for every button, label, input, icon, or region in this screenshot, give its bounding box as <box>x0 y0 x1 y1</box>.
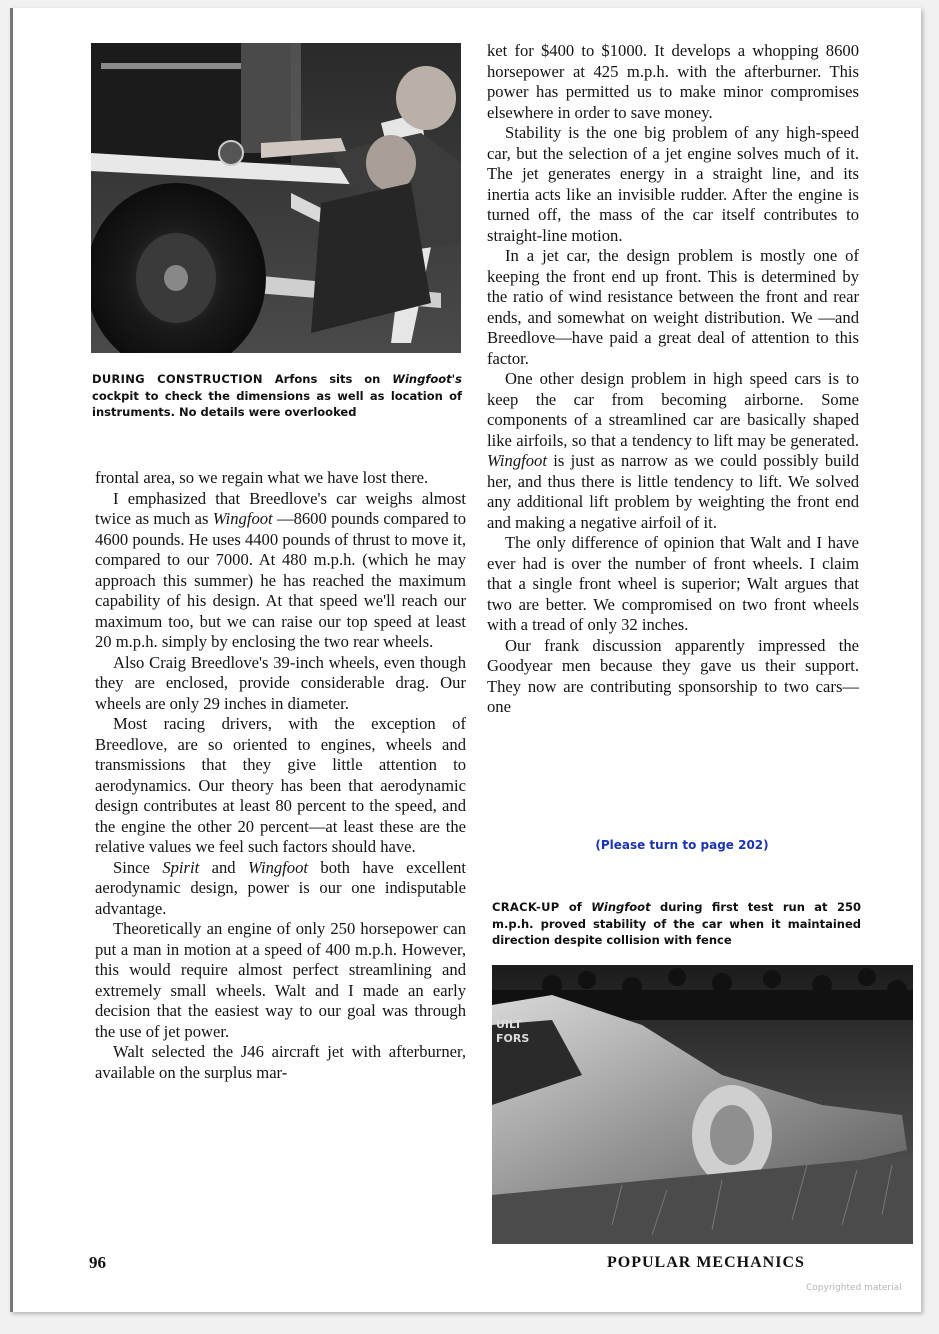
caption-text: Arfons sits on <box>274 372 381 386</box>
paragraph: The only difference of opinion that Walt and I have ever had is over the number of front wheels. I claim that a single front wheel is superior; Walt argues that two are better. We compromised on two front wheels with a tread of only 32 inches. <box>487 533 859 634</box>
caption-italic: Wingfoot <box>591 900 651 914</box>
left-text-column <box>95 468 466 1083</box>
paragraph: I emphasized that Breedlove's car weighs almost twice as much as Wingfoot —8600 pounds compared to 4600 pounds. He uses 4400 pounds of thrust to move it, compared to our 7000. At 480 m.p.h. (which he may approach this summer) he has reached the maximum capability of his design. At that speed we'll reach our maximum too, but we can raise our top speed at least 20 m.p.h. simply by enclosing the two rear wheels. <box>95 488 466 651</box>
crackup-photo-caption <box>492 899 861 949</box>
paragraph: One other design problem in high speed cars is to keep the car from becoming airborne. Some components of a streamlined car are basically shaped like airfoils, so that a tendency to lift may be generated. Wingfoot is just as narrow as we could possibly build her, and thus there is little tendency to lift. We solved any additional lift problem by weighting the front end and making a negative airfoil of it. <box>487 369 859 532</box>
page-number: 96 <box>89 1253 106 1272</box>
page-edge <box>10 8 13 1312</box>
crackup-photo-image <box>492 965 913 1244</box>
paragraph: Also Craig Breedlove's 39-inch wheels, even though they are enclosed, provide considerable drag. Our wheels are only 29 inches in diameter. <box>95 652 466 713</box>
car-sign-line-1: UILT <box>496 1018 522 1031</box>
paragraph: Since Spirit and Wingfoot both have excellent aerodynamic design, power is our one indisputable advantage. <box>95 857 467 918</box>
construction-photo-caption <box>92 371 462 421</box>
paragraph: Most racing drivers, with the exception of Breedlove, are so oriented to engines, wheels and transmissions that they give little attention to aerodynamics. Our theory has been that aerodynamic design contributes at least 80 percent to the speed, and the engine the other 20 percent—at least these are the relative values we feel such factors should have. <box>95 714 466 856</box>
paragraph: Our frank discussion apparently impressed the Goodyear men because they gave us their support. They now are contributing sponsorship to two cars—one <box>487 635 859 716</box>
caption-text: during first test run at 250 m.p.h. proved stability of the car when it maintained direction despite collision with fence <box>492 900 861 947</box>
caption-lead: DURING CONSTRUCTION <box>92 372 263 386</box>
caption-text: cockpit to check the dimensions as well as location of instruments. No details were overlooked <box>92 388 462 419</box>
car-sign-line-2: FORS <box>496 1032 530 1045</box>
paragraph: frontal area, so we regain what we have lost there. <box>95 468 429 487</box>
crackup-photo <box>492 965 913 1244</box>
paragraph: Stability is the one big problem of any high-speed car, but the selection of a jet engine solves much of it. The jet generates energy in a straight line, and its inertia acts like an invisible rudder. After the engine is turned off, the mass of the car itself contributes to straight-line motion. <box>487 123 859 245</box>
paragraph: Theoretically an engine of only 250 horsepower can put a man in motion at a speed of 400 m.p.h. However, this would require almost perfect streamlining and extremely small wheels. Walt and I made an early decision that the easiest way to our goal was through the use of jet power. <box>95 919 466 1041</box>
paragraph: Walt selected the J46 aircraft jet with afterburner, available on the surplus mar- <box>95 1042 466 1082</box>
construction-photo <box>91 43 461 353</box>
caption-italic: Wingfoot's <box>392 372 463 386</box>
caption-lead: CRACK-UP <box>492 900 560 914</box>
right-text-column <box>487 41 859 718</box>
paragraph: In a jet car, the design problem is mostly one of keeping the front end up front. This is determined by the ratio of wind resistance between the front and rear ends, and somewhat on weight distribution. We —and Breedlove—have paid a great deal of attention to this factor. <box>487 246 859 368</box>
caption-text: of <box>568 900 582 914</box>
construction-photo-image <box>91 43 461 353</box>
continued-link[interactable]: (Please turn to page 202) <box>595 838 769 852</box>
copyright-notice: Copyrighted material <box>806 1283 902 1293</box>
publication-footer: POPULAR MECHANICS <box>607 1254 805 1271</box>
paragraph: ket for $400 to $1000. It develops a whopping 8600 horsepower at 425 m.p.h. with the afterburner. This power has permitted us to make minor compromises elsewhere in order to save money. <box>487 41 859 122</box>
